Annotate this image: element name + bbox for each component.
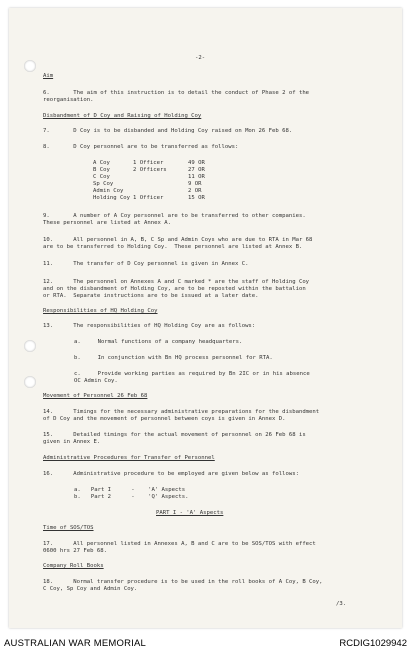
archive-name: AUSTRALIAN WAR MEMORIAL [4,638,147,649]
transfer-officers: 2 Officers [133,167,167,173]
transfer-ors: 11 OR [188,174,205,180]
para-6-cont: reorganisation. [43,97,94,103]
heading-aim: Aim [43,73,54,79]
transfer-ors: 27 OR [188,167,205,173]
transfer-ors: 49 OR [188,160,205,166]
heading-admin-procedures: Administrative Procedures for Transfer of Personnel [43,455,215,461]
para-9: 9. A number of A Coy personnel are to be transferred to other companies. [43,213,306,219]
archive-reference: RCDIG1029942 [339,638,407,649]
para-18-cont: C Coy, Sp Coy and Admin Coy. [43,586,138,592]
para-8: 8. D Coy personnel are to be transferred as follows: [43,144,239,150]
next-page-marker: /3. [336,601,347,607]
transfer-officers: 1 Officer [133,195,164,201]
heading-movement: Movement of Personnel 26 Feb 68 [43,393,148,399]
transfer-ors: 15 OR [188,195,205,201]
para-15: 15. Detailed timings for the actual movement of personnel on 26 Feb 68 is [43,432,306,438]
heading-responsibilities: Responsibilities of HQ Holding Coy [43,308,158,314]
para-9-cont: These personnel are listed at Annex A. [43,220,171,226]
page-number: -2- [195,55,206,61]
punch-hole [24,376,36,388]
transfer-unit: C Coy [93,174,110,180]
punch-hole [24,340,36,352]
para-16-b: b. Part 2 - 'Q' Aspects. [74,494,189,500]
transfer-ors: 9 OR [188,181,202,187]
para-13-c-cont: OC Admin Coy. [74,378,118,384]
heading-sos-tos: Time of SOS/TOS [43,525,94,531]
para-14: 14. Timings for the necessary administrative preparations for the disbandment [43,409,320,415]
para-14-cont: of D Coy and the movement of personnel between coys is given in Annex D. [43,416,286,422]
para-10-cont: are to be transferred to Holding Coy. These personnel are listed at Annex B. [43,244,303,250]
transfer-unit: Holding Coy [93,195,131,201]
punch-hole [24,60,36,72]
para-13-c: c. Provide working parties as required by Bn 2IC or in his absence [74,371,310,377]
para-12-cont: and on the disbandment of Holding Coy, are to be reposted within the battalion [43,286,306,292]
heading-disbandment: Disbandment of D Coy and Raising of Holding Coy [43,113,202,119]
transfer-unit: B Coy [93,167,110,173]
para-11: 11. The transfer of D Coy personnel is given in Annex C. [43,261,249,267]
para-13-b: b. In conjunction with Bn HQ process personnel for RTA. [74,355,273,361]
para-12-cont: or RTA. Separate instructions are to be issued at a later date. [43,293,259,299]
part-heading: PART I - 'A' Aspects [156,510,224,516]
archive-footer [0,631,411,653]
para-6: 6. The aim of this instruction is to detail the conduct of Phase 2 of the [43,90,310,96]
transfer-ors: 2 OR [188,188,202,194]
para-15-cont: given in Annex E. [43,439,101,445]
transfer-unit: Admin Coy [93,188,124,194]
para-17: 17. All personnel listed in Annexes A, B and C are to be SOS/TOS with effect [43,541,316,547]
para-12: 12. The personnel on Annexes A and C marked * are the staff of Holding Coy [43,279,310,285]
transfer-officers: 1 Officer [133,160,164,166]
para-16: 16. Administrative procedure to be employed are given below as follows: [43,471,299,477]
transfer-unit: A Coy [93,160,110,166]
para-13: 13. The responsibilities of HQ Holding Coy are as follows: [43,323,256,329]
para-18: 18. Normal transfer procedure is to be used in the roll books of A Coy, B Coy, [43,579,323,585]
transfer-unit: Sp Coy [93,181,114,187]
para-16-a: a. Part I - 'A' Aspects [74,487,186,493]
heading-roll-books: Company Roll Books [43,563,104,569]
para-17-cont: 0600 hrs 27 Feb 68. [43,548,107,554]
para-7: 7. D Coy is to be disbanded and Holding Coy raised on Mon 26 Feb 68. [43,128,293,134]
para-10: 10. All personnel in A, B, C Sp and Admin Coys who are due to RTA in Mar 68 [43,237,313,243]
para-13-a: a. Normal functions of a company headquarters. [74,339,243,345]
